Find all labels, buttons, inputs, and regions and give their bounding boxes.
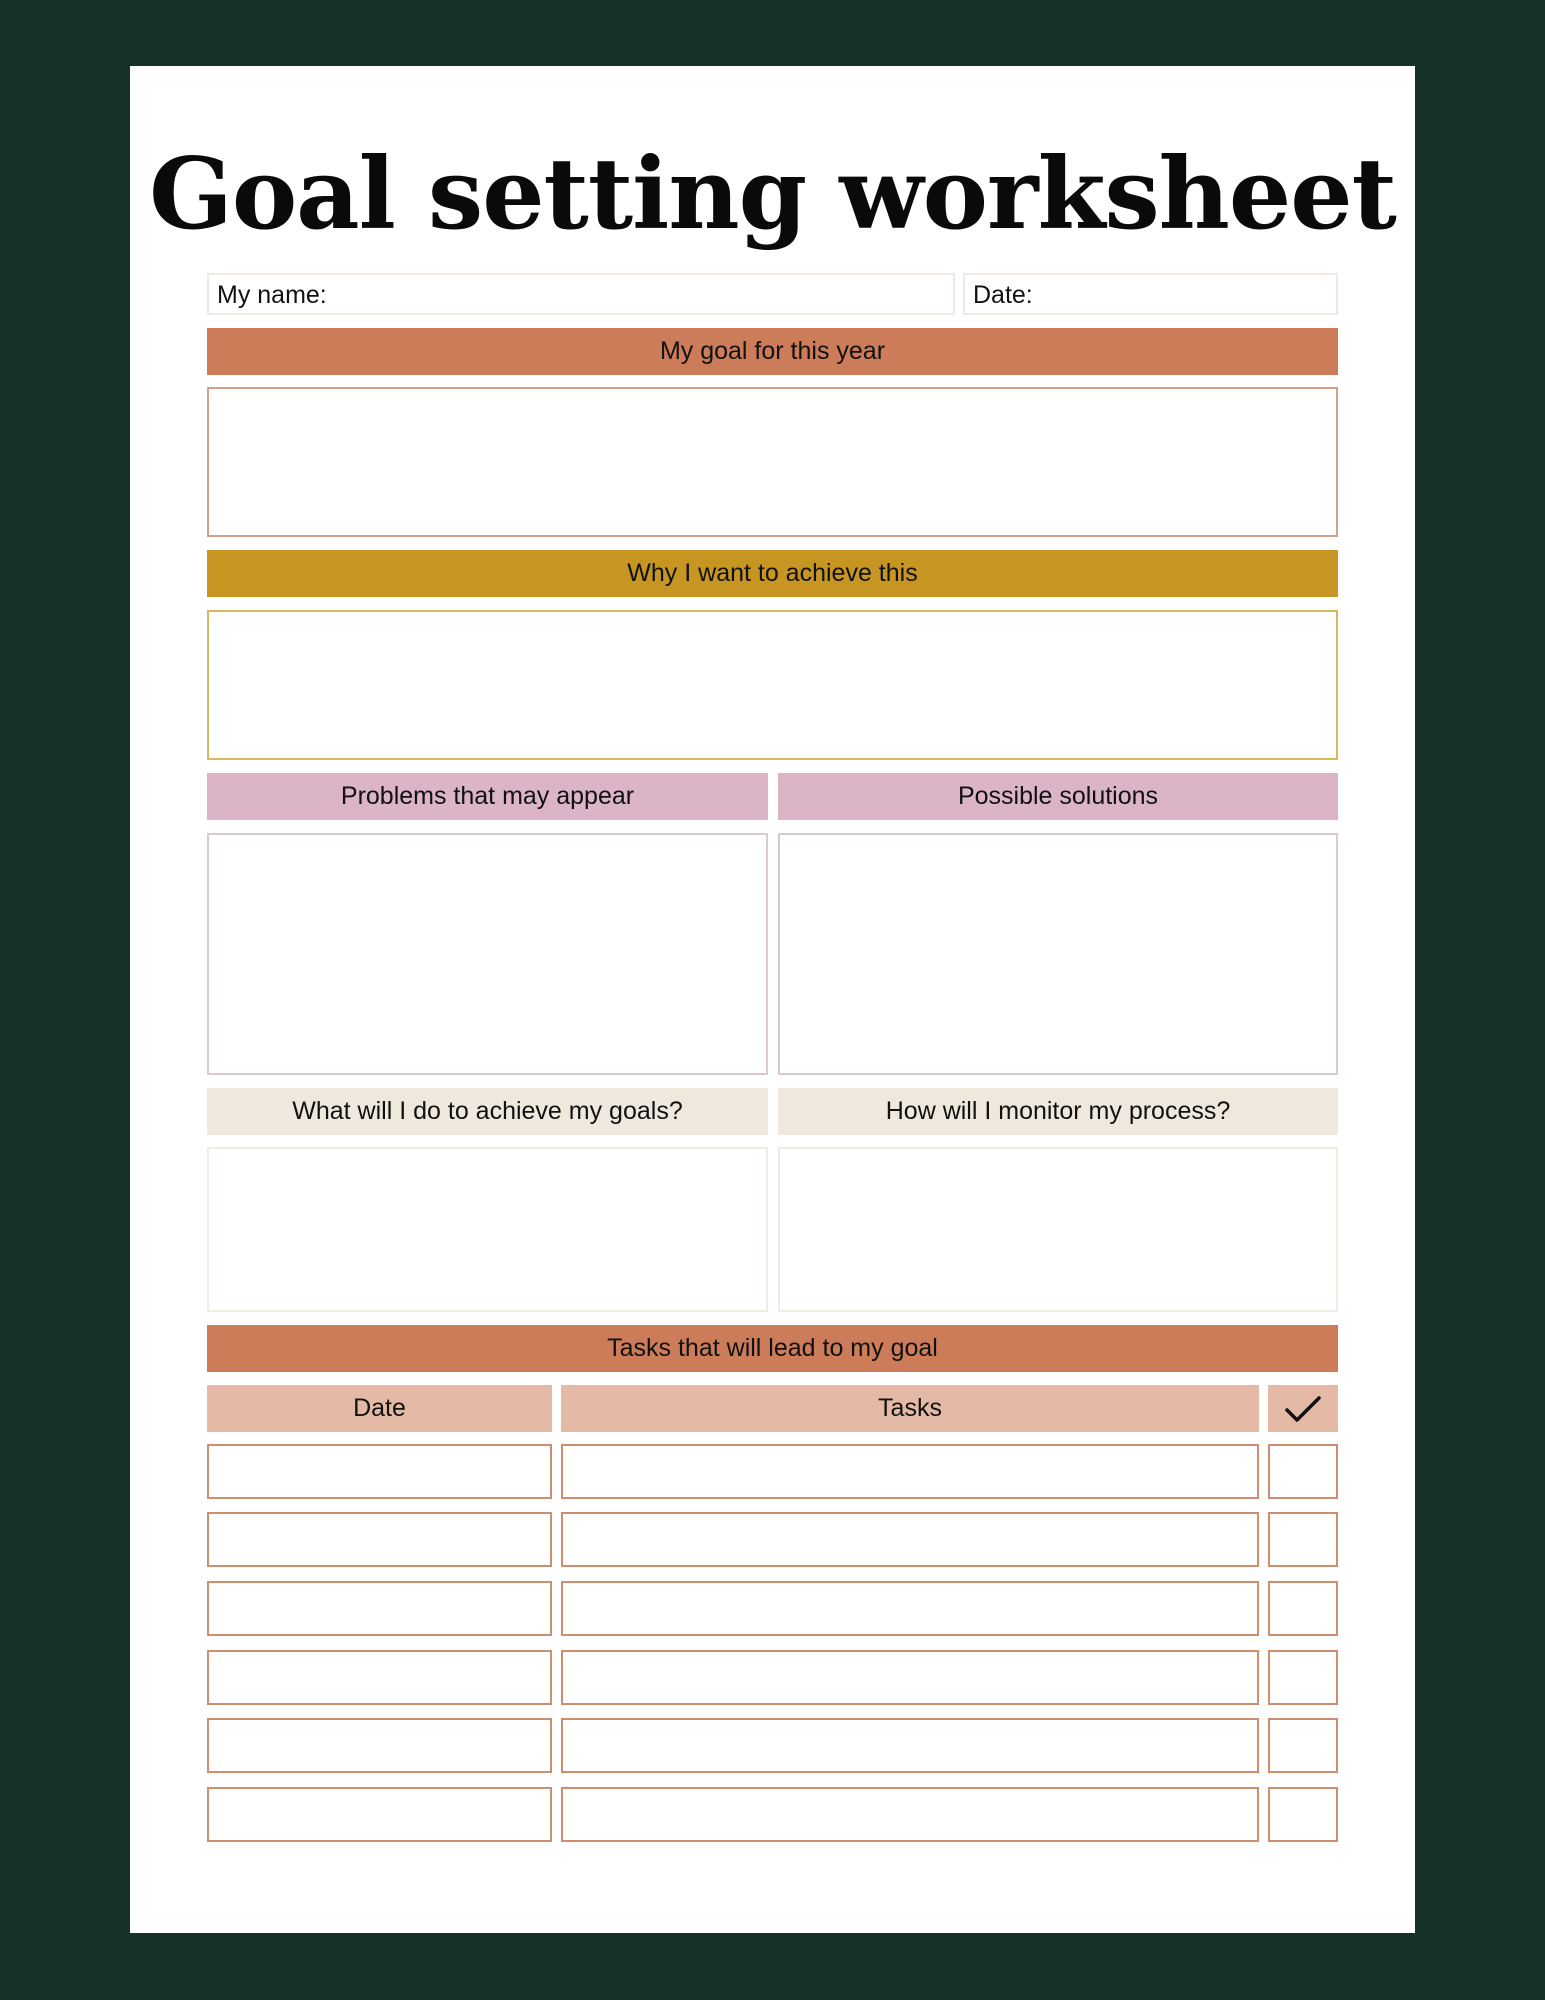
date-label: Date: bbox=[973, 281, 1033, 309]
why-input-box[interactable] bbox=[207, 610, 1338, 760]
goal-header: My goal for this year bbox=[207, 328, 1338, 375]
name-label: My name: bbox=[217, 281, 327, 309]
page-title: Goal setting worksheet bbox=[149, 137, 1396, 252]
task-checkbox[interactable] bbox=[1268, 1718, 1338, 1773]
task-checkbox[interactable] bbox=[1268, 1650, 1338, 1705]
tasks-header: Tasks that will lead to my goal bbox=[207, 1325, 1338, 1372]
problems-input-box[interactable] bbox=[207, 833, 768, 1075]
name-field[interactable] bbox=[207, 273, 955, 315]
task-date-cell[interactable] bbox=[207, 1650, 552, 1705]
task-checkbox[interactable] bbox=[1268, 1512, 1338, 1567]
task-date-cell[interactable] bbox=[207, 1787, 552, 1842]
date-field[interactable] bbox=[963, 273, 1338, 315]
task-description-cell[interactable] bbox=[561, 1718, 1259, 1773]
task-date-cell[interactable] bbox=[207, 1581, 552, 1636]
solutions-header: Possible solutions bbox=[778, 773, 1338, 820]
task-date-cell[interactable] bbox=[207, 1718, 552, 1773]
actions-header: What will I do to achieve my goals? bbox=[207, 1088, 768, 1135]
why-header: Why I want to achieve this bbox=[207, 550, 1338, 597]
task-description-cell[interactable] bbox=[561, 1787, 1259, 1842]
done-column-header bbox=[1268, 1385, 1338, 1432]
task-checkbox[interactable] bbox=[1268, 1581, 1338, 1636]
date-column-header: Date bbox=[207, 1385, 552, 1432]
task-description-cell[interactable] bbox=[561, 1581, 1259, 1636]
task-checkbox[interactable] bbox=[1268, 1787, 1338, 1842]
task-date-cell[interactable] bbox=[207, 1512, 552, 1567]
task-description-cell[interactable] bbox=[561, 1650, 1259, 1705]
task-checkbox[interactable] bbox=[1268, 1444, 1338, 1499]
task-description-cell[interactable] bbox=[561, 1444, 1259, 1499]
monitor-input-box[interactable] bbox=[778, 1147, 1338, 1312]
task-description-cell[interactable] bbox=[561, 1512, 1259, 1567]
tasks-column-header: Tasks bbox=[561, 1385, 1259, 1432]
checkmark-icon bbox=[1283, 1393, 1323, 1425]
actions-input-box[interactable] bbox=[207, 1147, 768, 1312]
task-date-cell[interactable] bbox=[207, 1444, 552, 1499]
problems-header: Problems that may appear bbox=[207, 773, 768, 820]
monitor-header: How will I monitor my process? bbox=[778, 1088, 1338, 1135]
goal-input-box[interactable] bbox=[207, 387, 1338, 537]
solutions-input-box[interactable] bbox=[778, 833, 1338, 1075]
